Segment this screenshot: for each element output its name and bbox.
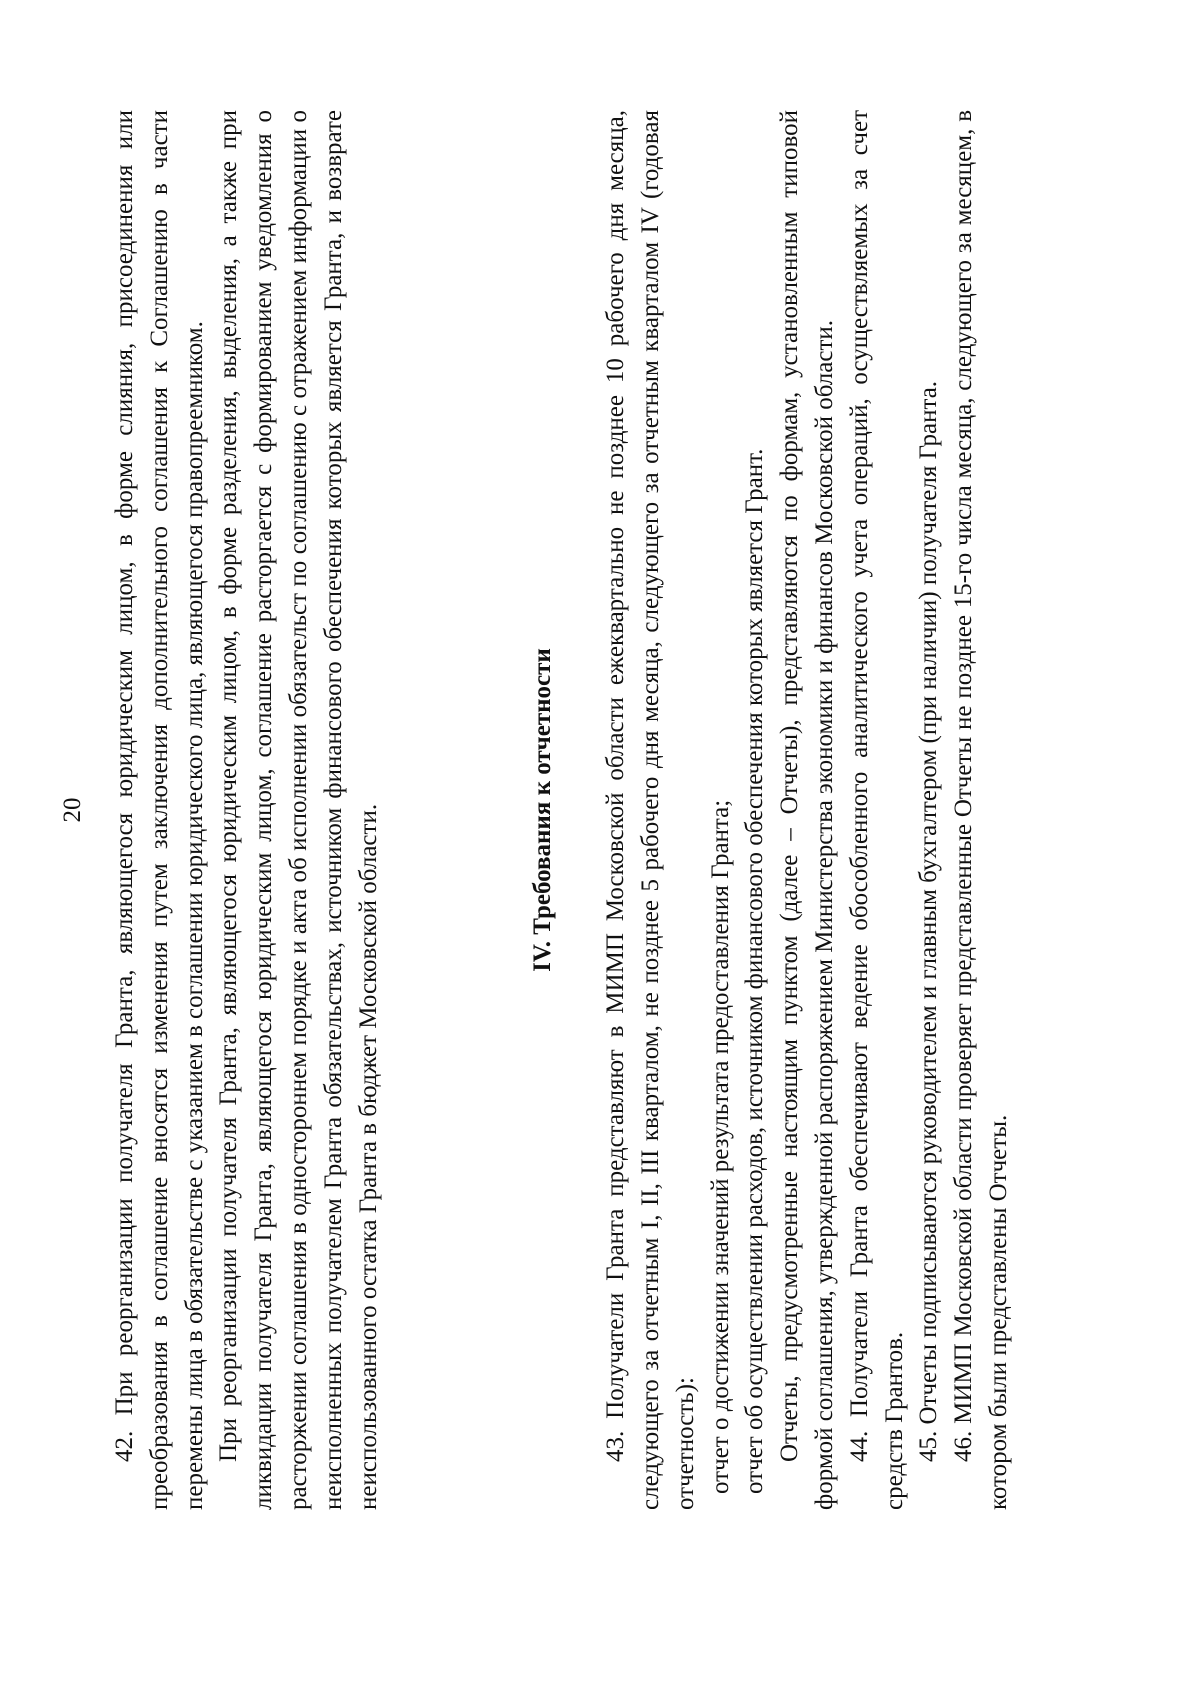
section-heading: IV. Требования к отчетности [529,648,557,972]
paragraph-45: 45. Отчеты подписываются руководителем и главным бухгалтером (при наличии) получателя Гранта. [915,380,943,1462]
page-number: 20 [59,797,86,823]
spacer [386,110,526,1510]
spacer [561,110,599,1510]
paragraph-46: 46. МИМП Московской области проверяет представленные Отчеты не позднее 15-го числа месяца, следующего за месяцем, в котором были представлены Отчеты. [950,110,1012,1510]
list-item-report-results: отчет о достижении значений результата предоставления Гранта; [706,799,734,1494]
paragraph-43-forms: Отчеты, предусмотренные настоящим пунктом (далее – Отчеты), представляются по формам, установленным типовой формой соглашения, утвержденной распоряжением Министерства экономики и финансов Московской области. [776,110,838,1510]
paragraph-42: 42. При реорганизации получателя Гранта, являющегося юридическим лицом, в форме слияния, присоединения или преобразования в соглашение вносятся изменения путем заключения дополнительного соглашения к Соглашению в части перемены лица в обязательстве с указанием в соглашении юридического лица, являющегося правопреемником. [111,110,208,1510]
paragraph-42-continued: При реорганизации получателя Гранта, являющегося юридическим лицом, в форме разделения, выделения, а также при ликвидации получателя Гранта, являющегося юридическим лицом, соглашение расторгается с формированием уведомления о расторжении соглашения в одностороннем порядке и акта об исполнении обязательст по соглашению с отражением информации о неисполненных получателем Гранта обязательствах, источником финансового обеспечения которых является Гранта, и возврате неиспользованного остатка Гранта в бюджет Московской области. [215,110,382,1510]
paragraph-43: 43. Получатели Гранта представляют в МИМП Московской области ежеквартально не позднее 10 рабочего дня месяца, следующего за отчетным I, II, III кварталом, не позднее 5 рабочего дня месяца, следующего за отчетным кварталом IV (годовая отчетность): [602,110,699,1510]
rotated-text-block [59,110,1017,1510]
list-item-report-expenses: отчет об осуществлении расходов, источником финансового обеспечения которых является Грант. [741,448,769,1494]
paragraph-44: 44. Получатели Гранта обеспечивают ведение обособленного аналитического учета операций, осуществляемых за счет средств Грантов. [845,110,908,1510]
